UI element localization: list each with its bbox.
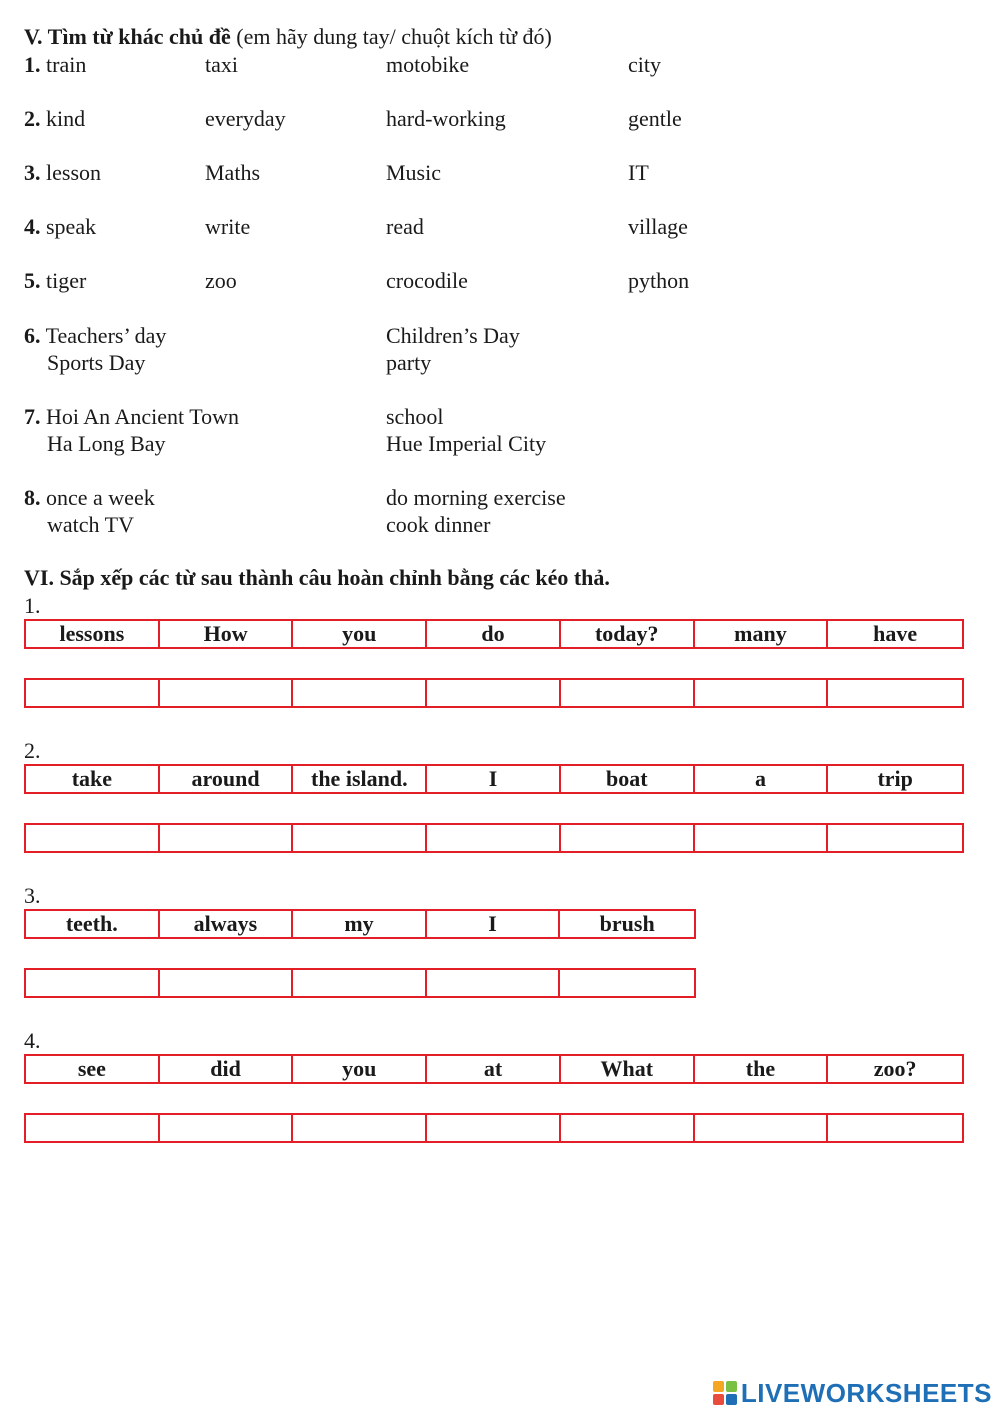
question-number: 6. [24,323,41,348]
drop-slot[interactable] [427,970,561,996]
question-number: 5. [24,268,41,293]
option[interactable]: Teachers’ day [45,323,167,348]
exercise-4-word-bank [24,1054,964,1084]
draggable-word[interactable]: How [160,621,294,647]
question-5 [24,268,86,294]
draggable-word[interactable]: you [293,621,427,647]
drop-slot[interactable] [561,680,695,706]
question-6 [24,323,166,349]
option[interactable]: write [205,214,251,239]
drop-slot[interactable] [160,680,294,706]
question-number: 1. [24,52,41,77]
drop-slot[interactable] [427,680,561,706]
drop-slot[interactable] [561,825,695,851]
drop-slot[interactable] [26,825,160,851]
liveworksheets-logo [713,1379,992,1407]
option[interactable]: python [628,268,690,293]
option[interactable]: do morning exercise [386,485,566,510]
draggable-word[interactable]: see [26,1056,160,1082]
drop-slot[interactable] [26,970,160,996]
logo-square [726,1381,737,1392]
draggable-word[interactable]: do [427,621,561,647]
draggable-word[interactable]: zoo? [873,1056,917,1081]
drop-slot[interactable] [160,970,294,996]
option[interactable]: zoo [205,268,237,293]
drop-slot[interactable] [160,825,294,851]
draggable-word[interactable]: have [873,621,918,646]
option[interactable]: village [628,214,688,239]
draggable-word[interactable]: What [561,1056,695,1082]
logo-square [726,1394,737,1405]
draggable-word[interactable]: many [695,621,829,647]
draggable-word[interactable]: around [160,766,294,792]
section-6-title-text: VI. Sắp xếp các từ sau thành câu hoàn chỉnh bằng các kéo thả. [24,565,610,590]
option[interactable]: crocodile [386,268,468,293]
question-number: 2. [24,106,41,131]
drop-slot[interactable] [828,825,962,851]
drop-slot[interactable] [427,1115,561,1141]
exercise-1-number: 1. [24,593,41,618]
draggable-word[interactable]: my [293,911,427,937]
drop-slot[interactable] [695,680,829,706]
option[interactable]: tiger [46,268,87,293]
option[interactable]: everyday [205,106,286,131]
option[interactable]: Sports Day [47,350,146,375]
exercise-2-number: 2. [24,738,41,763]
drop-slot[interactable] [828,1115,962,1141]
option[interactable]: train [46,52,87,77]
draggable-word[interactable]: take [26,766,160,792]
option[interactable]: school [386,404,444,429]
drop-slot[interactable] [427,825,561,851]
drop-slot[interactable] [26,680,160,706]
exercise-3-word-bank [24,909,696,939]
drop-slot[interactable] [695,1115,829,1141]
option[interactable]: Ha Long Bay [47,431,166,456]
question-number: 3. [24,160,41,185]
draggable-word[interactable]: today? [561,621,695,647]
question-number: 4. [24,214,41,239]
exercise-4-number: 4. [24,1028,41,1053]
draggable-word[interactable]: lessons [26,621,160,647]
drop-slot[interactable] [293,970,427,996]
section-5-title-bold: V. Tìm từ khác chủ đề [24,24,231,49]
draggable-word[interactable]: boat [561,766,695,792]
draggable-word[interactable]: I [427,766,561,792]
exercise-3-number: 3. [24,883,41,908]
draggable-word[interactable]: at [427,1056,561,1082]
exercise-2-word-bank [24,764,964,794]
question-number: 8. [24,485,41,510]
option[interactable]: motobike [386,52,470,77]
drop-slot[interactable] [293,1115,427,1141]
drop-slot[interactable] [560,970,694,996]
section-5-instruction: (em hãy dung tay/ chuột kích từ đó) [230,24,552,49]
draggable-word[interactable]: I [427,911,561,937]
option[interactable]: lesson [46,160,101,185]
option[interactable]: speak [46,214,97,239]
draggable-word[interactable]: brush [599,911,655,936]
option[interactable]: city [628,52,661,77]
drop-slot[interactable] [561,1115,695,1141]
question-4 [24,214,96,240]
option[interactable]: Children’s Day [386,323,520,348]
draggable-word[interactable]: always [160,911,294,937]
exercise-3-answer-row [24,968,696,998]
drop-slot[interactable] [695,825,829,851]
exercise-2-answer-row [24,823,964,853]
option[interactable]: watch TV [47,512,134,537]
drop-slot[interactable] [293,680,427,706]
option[interactable]: Music [386,160,441,185]
exercise-1-answer-row [24,678,964,708]
section-6-title [24,565,610,591]
option[interactable]: hard-working [386,106,506,131]
option[interactable]: once a week [46,485,155,510]
option[interactable]: kind [46,106,86,131]
draggable-word[interactable]: you [293,1056,427,1082]
option[interactable]: cook dinner [386,512,491,537]
question-2 [24,106,85,132]
draggable-word[interactable]: teeth. [26,911,160,937]
question-number: 7. [24,404,41,429]
question-8 [24,485,155,511]
question-3 [24,160,101,186]
drop-slot[interactable] [160,1115,294,1141]
exercise-1-word-bank [24,619,964,649]
logo-square [713,1381,724,1392]
drop-slot[interactable] [26,1115,160,1141]
drop-slot[interactable] [828,680,962,706]
option[interactable]: read [386,214,424,239]
option[interactable]: Hue Imperial City [386,431,547,456]
draggable-word[interactable]: the island. [293,766,427,792]
drop-slot[interactable] [293,825,427,851]
draggable-word[interactable]: did [160,1056,294,1082]
option[interactable]: IT [628,160,649,185]
draggable-word[interactable]: trip [877,766,913,791]
option[interactable]: Hoi An Ancient Town [46,404,239,429]
draggable-word[interactable]: a [695,766,829,792]
section-5-title [24,24,552,50]
question-1 [24,52,86,78]
logo-text: LIVEWORKSHEETS [740,1377,992,1408]
exercise-4-answer-row [24,1113,964,1143]
question-7 [24,404,239,430]
option[interactable]: gentle [628,106,682,131]
option[interactable]: Maths [205,160,260,185]
logo-mark-icon [713,1381,737,1405]
option[interactable]: party [386,350,432,375]
option[interactable]: taxi [205,52,238,77]
logo-square [713,1394,724,1405]
draggable-word[interactable]: the [695,1056,829,1082]
